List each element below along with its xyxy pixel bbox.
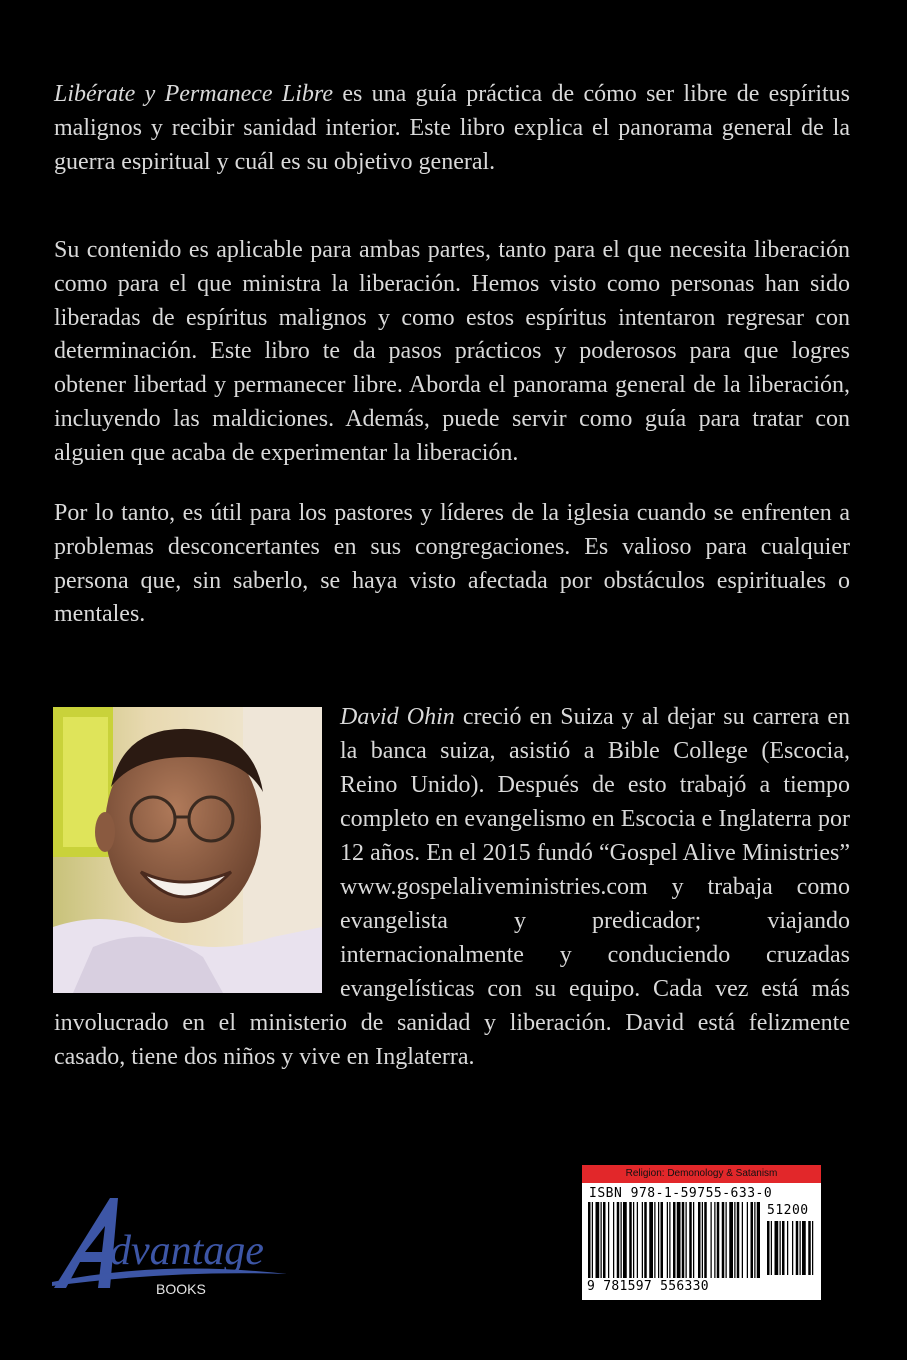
barcode-bar bbox=[667, 1202, 668, 1278]
barcode-bar bbox=[689, 1202, 692, 1278]
barcode-bar bbox=[588, 1202, 591, 1278]
barcode-bar bbox=[742, 1202, 743, 1278]
barcode-bar bbox=[734, 1202, 735, 1278]
barcode-bar bbox=[714, 1202, 715, 1278]
barcode-bar bbox=[661, 1202, 664, 1278]
barcode-bar bbox=[702, 1202, 703, 1278]
author-name: David Ohin bbox=[340, 704, 455, 730]
barcode-bar bbox=[771, 1221, 772, 1275]
barcode-bar bbox=[686, 1202, 687, 1278]
author-bio bbox=[54, 700, 850, 1074]
price-code: 51200 bbox=[767, 1203, 809, 1218]
barcode-bar bbox=[693, 1202, 694, 1278]
book-title: Libérate y Permanece Libre bbox=[54, 81, 333, 107]
barcode-bar bbox=[780, 1221, 781, 1275]
barcode-bar bbox=[603, 1202, 606, 1278]
barcode-bar bbox=[775, 1221, 779, 1275]
barcode-bar bbox=[757, 1202, 760, 1278]
barcode-bar bbox=[637, 1202, 638, 1278]
barcode-bar bbox=[754, 1202, 755, 1278]
category-label: Religion: Demonology & Satanism bbox=[582, 1165, 821, 1183]
barcode-bar bbox=[654, 1202, 655, 1278]
barcode-bar bbox=[767, 1221, 770, 1275]
addon-barcode-icon bbox=[767, 1221, 815, 1277]
barcode-bar bbox=[617, 1202, 620, 1278]
description-text-1: es una guía práctica de cómo ser libre de espíritus malignos y recibir sanidad interior. Este libro explica el panorama general de la guerra espiritual y cuál es su objetivo general. bbox=[54, 81, 850, 175]
barcode-bar bbox=[669, 1202, 670, 1278]
barcode-bar bbox=[698, 1202, 701, 1278]
barcode-bar bbox=[722, 1202, 725, 1278]
barcode-bar bbox=[608, 1202, 609, 1278]
barcode-bar bbox=[802, 1221, 806, 1275]
barcode-bar bbox=[673, 1202, 676, 1278]
barcode-bar bbox=[621, 1202, 622, 1278]
barcode-bar bbox=[596, 1202, 600, 1278]
isbn-barcode-box bbox=[582, 1165, 821, 1300]
barcode-bar bbox=[633, 1202, 634, 1278]
publisher-logo bbox=[52, 1190, 292, 1300]
barcode-bar bbox=[751, 1202, 754, 1278]
barcode-bar bbox=[649, 1202, 653, 1278]
description-paragraph-1 bbox=[54, 78, 850, 179]
barcode-bar bbox=[629, 1202, 632, 1278]
description-paragraph-2: Su contenido es aplicable para ambas partes, tanto para el que necesita liberación como para el que ministra la liberación. Hemos visto como personas han sido liberadas de espíritus malignos y como estos espíritus intentaron regresar con determinación. Este libro te da pasos prácticos y poderosos para que logres obtener libertad y permanecer libre. Aborda el panorama general de la liberación, incluyendo las maldiciones. Además, puede servir como guía para tratar con alguien que acaba de experimentar la liberación. bbox=[54, 237, 850, 466]
author-bio-text: creció en Suiza y al dejar su carrera en la banca suiza, asistió a Bible College (Escocia, Reino Unido). Después de esto trabajó a tiempo completo en evangelismo en Escocia e Inglaterra por 12 años. En el 2015 fundó “Gospel Alive Ministries” www.gospelaliveministries.com y trabaja como evangelista y predicador; viajando internacionalmente y conduciendo cruzadas evangelísticas con su equipo. Cada vez está más involucrado en el ministerio de sanidad y liberación. David está felizmente casado, tiene dos niños y vive en Inglaterra. bbox=[54, 704, 851, 1070]
barcode-bar bbox=[592, 1202, 593, 1278]
description-paragraph-3: Por lo tanto, es útil para los pastores y líderes de la iglesia cuando se enfrenten a problemas desconcertantes en sus congregaciones. Es valioso para cualquier persona que, sin saberlo, se haya visto afectada por obstáculos espirituales o mentales. bbox=[54, 500, 850, 628]
barcode-bar bbox=[812, 1221, 813, 1275]
barcode-bar bbox=[644, 1202, 647, 1278]
barcode-digits: 9 781597 556330 bbox=[587, 1279, 709, 1294]
barcode-bar bbox=[792, 1221, 793, 1275]
barcode-bar bbox=[682, 1202, 685, 1278]
barcode-bar bbox=[729, 1202, 733, 1278]
barcode-icon bbox=[588, 1202, 760, 1280]
barcode-bar bbox=[658, 1202, 659, 1278]
logo-subtext: BOOKS bbox=[156, 1281, 206, 1297]
barcode-bar bbox=[623, 1202, 627, 1278]
barcode-bar bbox=[726, 1202, 727, 1278]
barcode-bar bbox=[800, 1221, 801, 1275]
barcode-bar bbox=[787, 1221, 788, 1275]
barcode-bar bbox=[747, 1202, 748, 1278]
isbn-number: ISBN 978-1-59755-633-0 bbox=[589, 1186, 773, 1201]
barcode-bar bbox=[717, 1202, 720, 1278]
barcode-bar bbox=[677, 1202, 681, 1278]
barcode-bar bbox=[737, 1202, 740, 1278]
barcode-bar bbox=[808, 1221, 811, 1275]
barcode-bar bbox=[711, 1202, 712, 1278]
barcode-bar bbox=[613, 1202, 614, 1278]
barcode-bar bbox=[796, 1221, 799, 1275]
logo-text: dvantage bbox=[110, 1228, 264, 1274]
barcode-bar bbox=[642, 1202, 643, 1278]
barcode-bar bbox=[601, 1202, 602, 1278]
barcode-bar bbox=[704, 1202, 707, 1278]
barcode-bar bbox=[782, 1221, 785, 1275]
